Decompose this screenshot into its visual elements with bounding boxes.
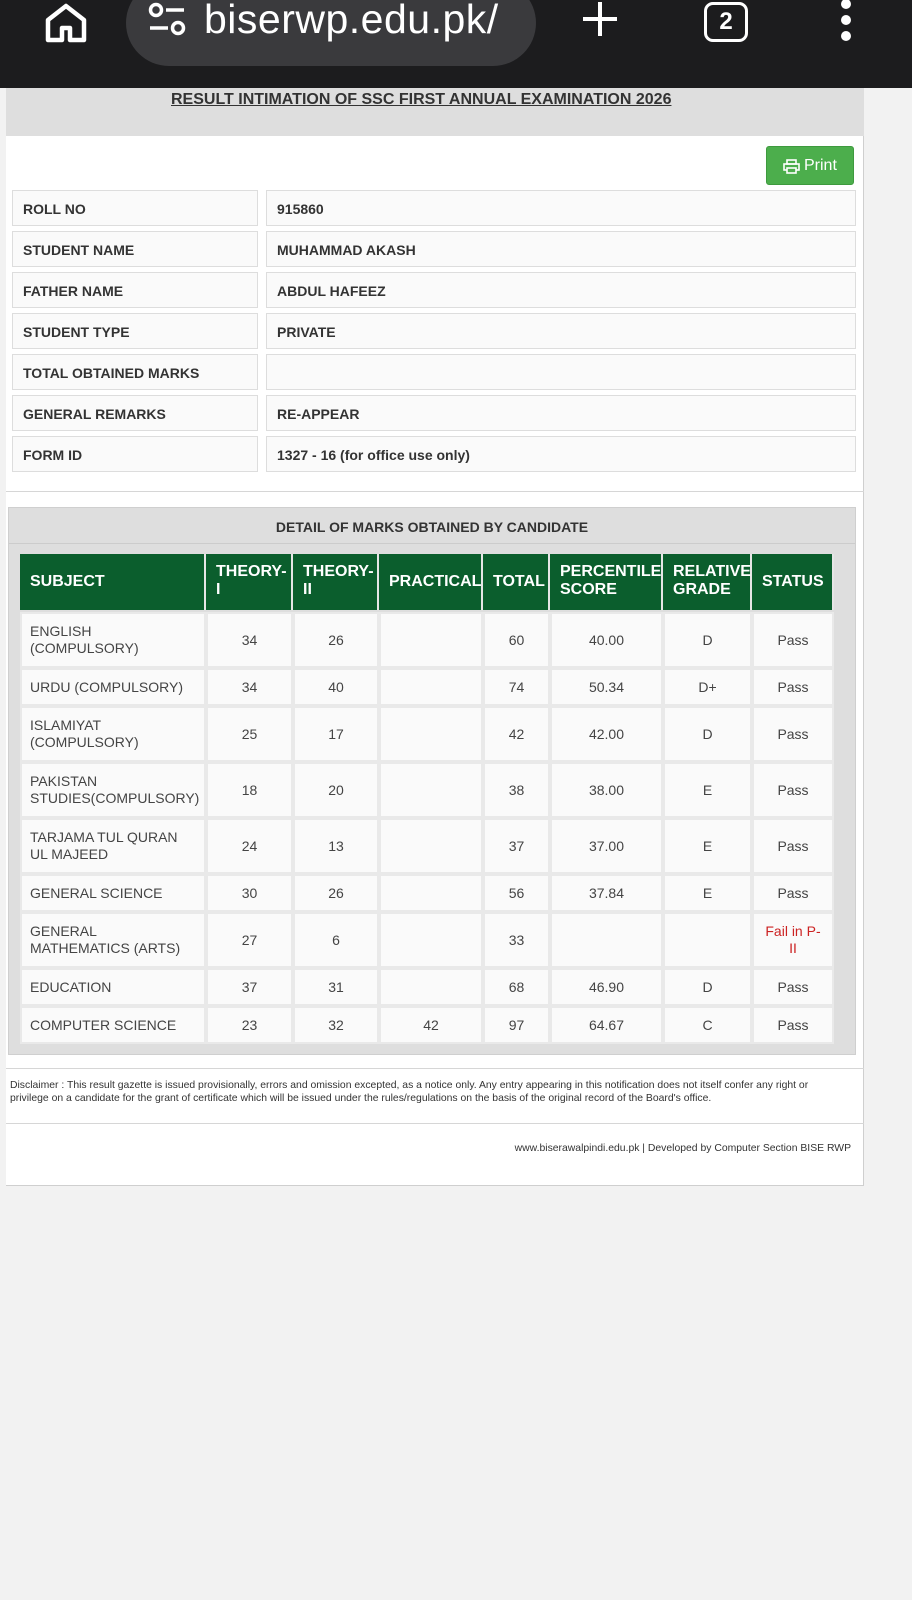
table-cell-theory-2 [293,612,379,668]
subject-name: GENERAL [30,923,97,939]
table-cell-total [483,968,550,1006]
info-value: ABDUL HAFEEZ [266,272,856,308]
table-cell-total [483,706,550,762]
cell-value: 64.67 [588,1017,625,1033]
table-cell-subject [20,1006,206,1044]
table-cell-relative-grade [663,668,752,706]
cell-value: 37 [508,838,525,854]
page-title: RESULT INTIMATION OF SSC FIRST ANNUAL EXAMINATION 2026 [171,91,672,108]
cell-value: C [702,1017,713,1033]
table-cell-total [483,762,550,818]
table-cell-status [752,912,834,968]
info-row-roll-no [12,190,856,226]
column-header-line: THEORY- [216,563,287,580]
table-cell-total [483,668,550,706]
table-cell-status [752,706,834,762]
table-cell-relative-grade [663,912,752,968]
cell-value: 42 [423,1017,439,1033]
cell-value: 13 [328,838,344,854]
subject-name: TARJAMA TUL QURAN [30,829,178,845]
table-cell-theory-2 [293,1006,379,1044]
table-cell-percentile-score [550,706,663,762]
cell-value: 31 [328,979,344,995]
cell-value: 38 [508,782,525,798]
table-cell-subject [20,762,206,818]
address-bar[interactable] [126,0,536,66]
table-cell-practical [379,968,483,1006]
status-text: Pass [777,632,809,648]
cell-value: 32 [328,1017,344,1033]
column-header-theory-1 [206,554,293,610]
subject-name: STUDIES(COMPULSORY) [30,790,200,806]
info-value: MUHAMMAD AKASH [266,231,856,267]
info-label: FATHER NAME [12,272,258,308]
cell-value: D [702,979,713,995]
table-cell-total [483,874,550,912]
title-band [6,88,864,136]
table-cell-relative-grade [663,762,752,818]
table-cell-theory-2 [293,668,379,706]
table-cell-theory-2 [293,762,379,818]
info-label: TOTAL OBTAINED MARKS [12,354,258,390]
table-cell-relative-grade [663,818,752,874]
cell-value: 37.84 [588,885,625,901]
table-cell-theory-1 [206,874,293,912]
cell-value: 26 [328,885,344,901]
status-text: Fail in P- [765,923,821,939]
table-cell-practical [379,612,483,668]
table-cell-percentile-score [550,762,663,818]
column-header-line: I [216,581,221,598]
cell-value: 40 [328,679,344,695]
table-cell-percentile-score [550,818,663,874]
status-text: Pass [777,979,809,995]
table-cell-theory-1 [206,762,293,818]
divider [6,491,864,492]
table-cell-practical [379,668,483,706]
table-cell-subject [20,874,206,912]
table-cell-theory-1 [206,968,293,1006]
cell-value: 68 [508,979,525,995]
column-header-line: THEORY- [303,563,374,580]
info-label: FORM ID [12,436,258,472]
table-cell-status [752,968,834,1006]
table-cell-practical [379,874,483,912]
cell-value: D [702,726,713,742]
info-value: 915860 [266,190,856,226]
table-cell-subject [20,912,206,968]
subject-name: ENGLISH [30,623,92,639]
table-cell-total [483,912,550,968]
table-cell-status [752,1006,834,1044]
cell-value: 74 [508,679,525,695]
column-header-line: PERCENTILE [560,563,662,580]
table-cell-status [752,612,834,668]
subject-name: URDU (COMPULSORY) [30,679,183,695]
subject-name: COMPUTER SCIENCE [30,1017,177,1033]
marks-panel [8,507,856,1055]
cell-value: 34 [241,679,258,695]
cell-value: 17 [328,726,344,742]
table-cell-subject [20,818,206,874]
cell-value: 38.00 [588,782,625,798]
cell-value: 42 [508,726,525,742]
divider [6,1068,864,1069]
table-cell-practical [379,706,483,762]
cell-value: 27 [241,932,258,948]
cell-value: E [702,782,713,798]
subject-name: EDUCATION [30,979,112,995]
table-cell-percentile-score [550,874,663,912]
tune-icon[interactable] [148,2,186,38]
column-header-line: SUBJECT [30,573,105,590]
table-cell-theory-1 [206,668,293,706]
table-cell-percentile-score [550,612,663,668]
table-cell-status [752,818,834,874]
table-cell-status [752,874,834,912]
table-cell-subject [20,706,206,762]
table-cell-subject [20,668,206,706]
cell-value: 42.00 [588,726,625,742]
info-value [266,354,856,390]
table-cell-theory-2 [293,874,379,912]
info-row-form-id [12,436,856,472]
printer-icon [783,159,800,174]
info-value: 1327 - 16 (for office use only) [266,436,856,472]
column-header-line: SCORE [560,581,617,598]
table-cell-theory-2 [293,968,379,1006]
column-header-status [752,554,834,610]
table-cell-status [752,668,834,706]
table-cell-status [752,762,834,818]
cell-value: 33 [508,932,525,948]
cell-value: 30 [241,885,258,901]
info-label: GENERAL REMARKS [12,395,258,431]
status-text: Pass [777,679,809,695]
cell-value: 46.90 [588,979,625,995]
cell-value: 6 [332,932,340,948]
more-vert-icon[interactable] [836,0,856,44]
cell-value: 37 [241,979,258,995]
table-cell-practical [379,818,483,874]
subject-name: MATHEMATICS (ARTS) [30,940,181,956]
table-cell-relative-grade [663,874,752,912]
subject-name: UL MAJEED [30,846,109,862]
info-row-student-name [12,231,856,267]
table-cell-practical [379,1006,483,1044]
print-button[interactable] [766,146,854,185]
cell-value: 18 [241,782,258,798]
table-cell-relative-grade [663,706,752,762]
result-page [6,88,864,1186]
table-cell-relative-grade [663,1006,752,1044]
column-header-line: RELATIVE [673,563,751,580]
cell-value: 23 [241,1017,258,1033]
table-cell-total [483,818,550,874]
info-label: STUDENT TYPE [12,313,258,349]
table-cell-total [483,1006,550,1044]
browser-toolbar [0,0,912,88]
url-text[interactable]: biserwp.edu.pk/ [204,0,499,42]
column-header-practical [379,554,483,610]
column-header-line: TOTAL [493,573,545,590]
cell-value: E [702,838,713,854]
print-label: Print [804,157,837,174]
table-cell-theory-2 [293,912,379,968]
cell-value: D [702,632,713,648]
table-cell-relative-grade [663,968,752,1006]
cell-value: 24 [241,838,258,854]
column-header-total [483,554,550,610]
column-header-line: GRADE [673,581,731,598]
info-value: RE-APPEAR [266,395,856,431]
cell-value: E [702,885,713,901]
table-cell-practical [379,762,483,818]
table-cell-theory-2 [293,706,379,762]
cell-value: 50.34 [588,679,625,695]
table-cell-percentile-score [550,1006,663,1044]
footer-text: www.biserawalpindi.edu.pk | Developed by Computer Section BISE RWP [514,1143,851,1154]
subject-name: GENERAL SCIENCE [30,885,163,901]
table-cell-practical [379,912,483,968]
table-cell-theory-1 [206,612,293,668]
subject-name: (COMPULSORY) [30,734,139,750]
table-cell-percentile-score [550,968,663,1006]
table-cell-total [483,612,550,668]
info-row-father-name [12,272,856,308]
column-header-relative-grade [663,554,752,610]
status-text: II [789,940,797,956]
info-row-student-type [12,313,856,349]
tab-count-icon[interactable]: 2 [704,2,748,42]
divider [6,1123,864,1124]
table-cell-theory-2 [293,818,379,874]
cell-value: 56 [508,885,525,901]
disclaimer-text: Disclaimer : This result gazette is issued provisionally, errors and omission excepted, as a notice only. Any entry appearing in this notification does not itself confer any right or privilege on a candidate for the grant of certificate which will be issued under the rules/regulations on the basis of the original record of the Board's office. [10,1080,809,1104]
status-text: Pass [777,1017,809,1033]
cell-value: 37.00 [588,838,625,854]
info-label: STUDENT NAME [12,231,258,267]
cell-value: 97 [508,1017,525,1033]
cell-value: 40.00 [588,632,625,648]
table-cell-theory-1 [206,912,293,968]
info-row-general-remarks [12,395,856,431]
status-text: Pass [777,726,809,742]
column-header-line: II [303,581,312,598]
status-text: Pass [777,885,809,901]
status-text: Pass [777,782,809,798]
cell-value: 25 [241,726,258,742]
info-label: ROLL NO [12,190,258,226]
column-header-line: PRACTICAL [389,573,482,590]
subject-name: ISLAMIYAT [30,717,102,733]
table-cell-subject [20,612,206,668]
table-cell-subject [20,968,206,1006]
cell-value: 60 [508,632,525,648]
cell-value: 20 [328,782,344,798]
column-header-line: STATUS [762,573,824,590]
table-cell-percentile-score [550,668,663,706]
column-header-theory-2 [293,554,379,610]
cell-value: D+ [698,679,717,695]
table-cell-theory-1 [206,1006,293,1044]
info-row-total-marks [12,354,856,390]
cell-value: 26 [328,632,344,648]
marks-heading: DETAIL OF MARKS OBTAINED BY CANDIDATE [9,508,855,544]
home-icon[interactable] [42,0,90,44]
table-cell-theory-1 [206,818,293,874]
subject-name: (COMPULSORY) [30,640,139,656]
cell-value: 34 [241,632,258,648]
table-cell-theory-1 [206,706,293,762]
status-text: Pass [777,838,809,854]
subject-name: PAKISTAN [30,773,98,789]
column-header-subject [20,554,206,610]
info-value: PRIVATE [266,313,856,349]
table-cell-percentile-score [550,912,663,968]
column-header-percentile-score [550,554,663,610]
table-cell-relative-grade [663,612,752,668]
plus-icon[interactable] [578,0,622,40]
